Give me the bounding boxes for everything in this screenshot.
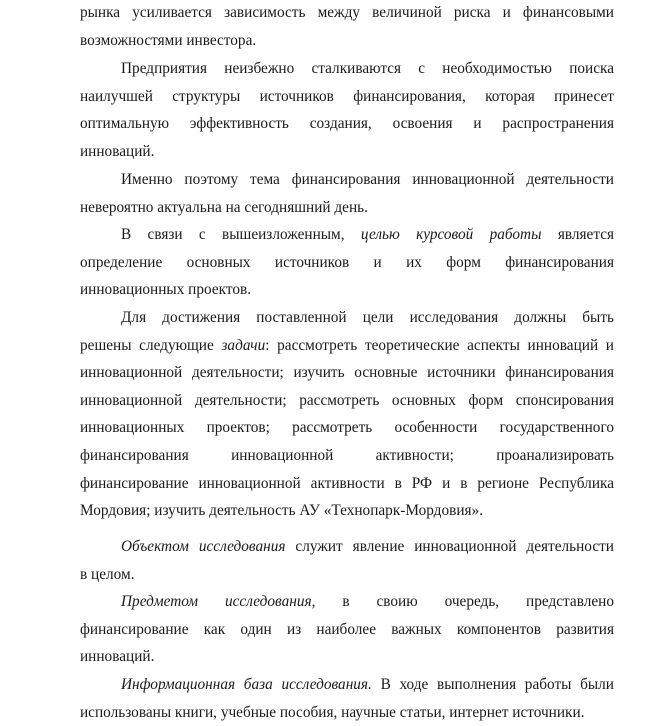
italic-term: Объектом исследования	[121, 538, 286, 555]
text-line: Мордовия; изучить деятельность АУ «Технопарк-Мордовия».	[80, 502, 484, 520]
text-line: инноваций.	[80, 142, 155, 160]
text-line: инноваций.	[80, 648, 155, 666]
italic-term: Информационная база исследования.	[121, 676, 372, 693]
text-line: использованы книги, учебные пособия, научные статьи, интернет источники.	[80, 703, 585, 721]
paragraph-2	[80, 55, 614, 165]
text-line: Именно поэтому тема финансирования инновационной деятельности	[121, 171, 614, 188]
text-line	[80, 588, 614, 616]
text-line: рынка усиливается зависимость между величиной риска и финансовыми	[80, 4, 614, 21]
text-line: наилучшей структуры источников финансирования, которая принесет	[80, 87, 614, 105]
text-fragment: в своию очередь, представлено	[342, 593, 614, 610]
paragraph-5	[80, 304, 614, 525]
paragraph-1	[80, 0, 614, 54]
text-line: финансирования инновационной активности; проанализировать	[80, 446, 614, 464]
italic-term: задачи	[221, 336, 266, 354]
text-fragment: В ходе выполнения работы были	[380, 676, 614, 693]
text-line: определение основных источников и их форм финансирования	[80, 253, 614, 271]
text-line: Для достижения поставленной цели исследования должны быть	[121, 309, 614, 326]
text-line: финансирование инновационной активности в РФ и в регионе Республика	[80, 474, 614, 492]
paragraph-8	[80, 671, 614, 726]
paragraph-4	[80, 221, 614, 304]
text-fragment: служит явление инновационной деятельности	[295, 538, 614, 555]
text-fragment: : рассмотреть теоретические аспекты инноваций и	[265, 336, 614, 354]
text-line	[80, 533, 614, 561]
text-line: финансирование как один из наиболее важных компонентов развития	[80, 620, 614, 638]
italic-term: целью курсовой работы	[360, 226, 542, 243]
text-line: инновационной деятельности; изучить основные источники финансирования	[80, 364, 614, 382]
text-fragment: является	[557, 226, 615, 243]
text-line: невероятно актуальна на сегодняшний день.	[80, 198, 368, 216]
text-fragment: решены следующие	[80, 336, 214, 354]
paragraph-7	[80, 588, 614, 671]
text-line: Предприятия неизбежно сталкиваются с необходимостью поиска	[121, 60, 614, 77]
text-line	[80, 671, 614, 699]
text-fragment: В связи с вышеизложенным,	[121, 226, 345, 243]
text-line: возможностями инвестора.	[80, 31, 257, 49]
text-line: инновационных проектов; рассмотреть особенности государственного	[80, 419, 614, 437]
text-line: оптимальную эффективность создания, освоения и распространения	[80, 115, 614, 133]
text-line	[80, 332, 614, 360]
italic-term: Предметом исследования,	[121, 593, 316, 610]
text-line: инновационной деятельности; рассмотреть основных форм спонсирования	[80, 391, 614, 409]
paragraph-3	[80, 166, 614, 221]
text-line: инновационных проектов.	[80, 281, 252, 299]
paragraph-6	[80, 533, 614, 588]
text-line: в целом.	[80, 565, 135, 583]
text-line	[80, 221, 614, 249]
